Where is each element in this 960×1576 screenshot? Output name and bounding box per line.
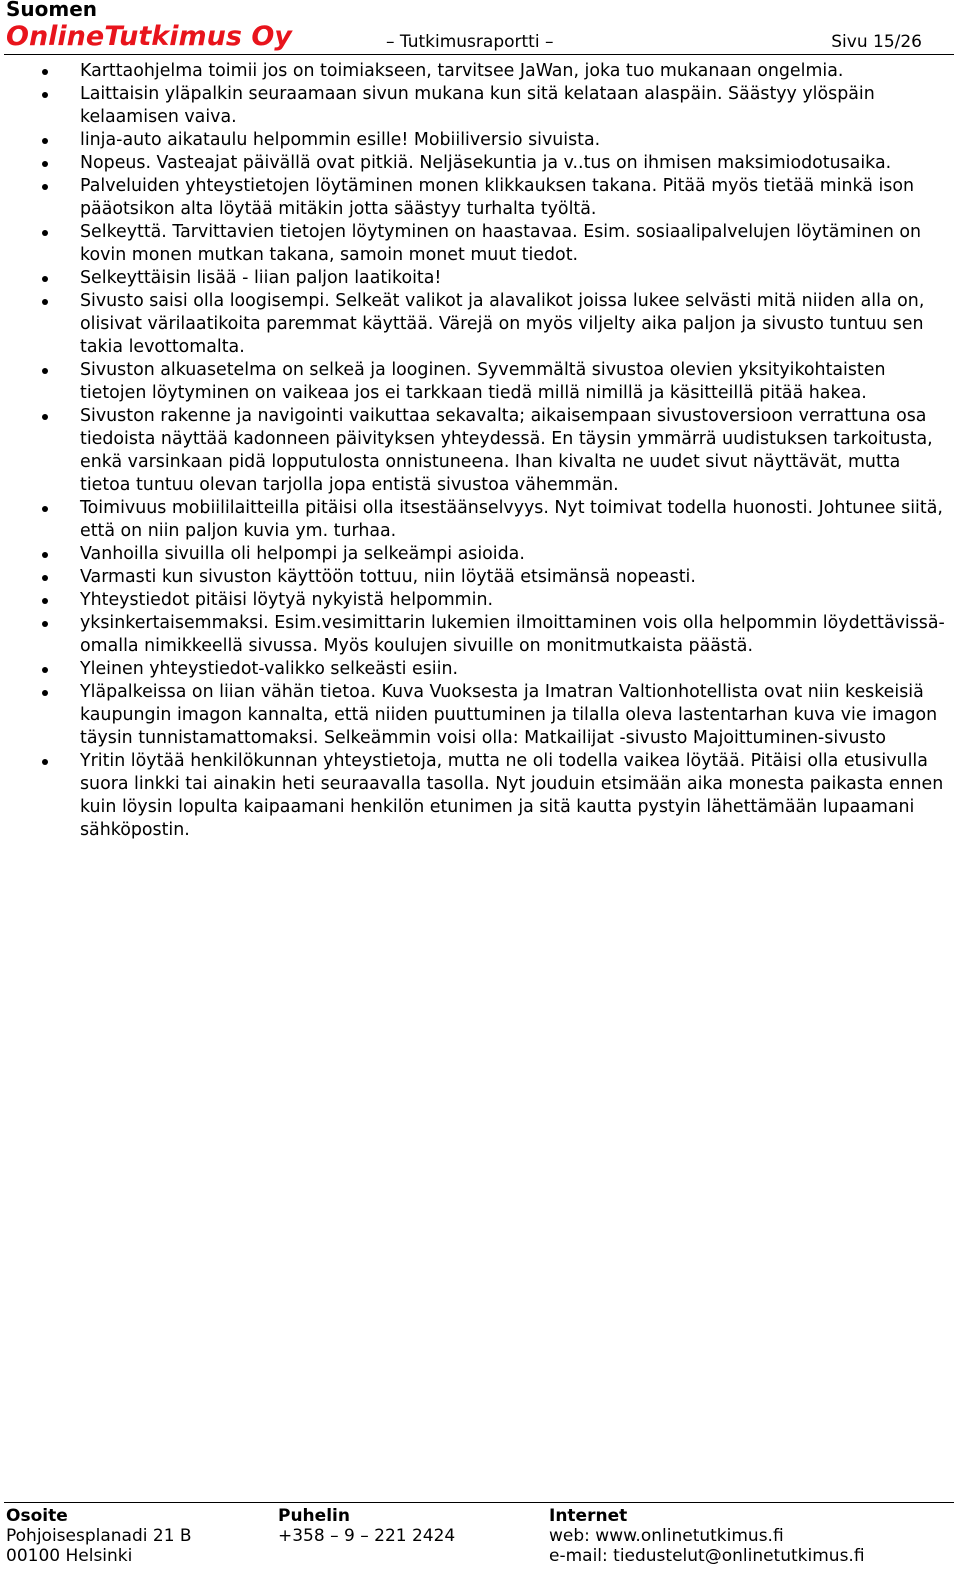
bullet-icon <box>42 552 48 558</box>
list-item <box>0 60 960 83</box>
list-item-text: Laittaisin yläpalkin seuraamaan sivun mukana kun sitä kelataan alaspäin. Säästyy ylöspäin kelaamisen vaiva. <box>80 84 875 127</box>
footer-address-heading: Osoite <box>6 1506 68 1526</box>
bullet-icon <box>42 368 48 374</box>
footer-phone-number: +358 – 9 – 221 2424 <box>278 1526 456 1546</box>
footer-web-link[interactable]: web: www.onlinetutkimus.fi <box>549 1526 784 1546</box>
bullet-icon <box>42 414 48 420</box>
list-item-text: Toimivuus mobiililaitteilla pitäisi olla itsestäänselvyys. Nyt toimivat todella huonosti. Johtunee siitä, että on niin paljon kuvia ym. turhaa. <box>80 498 943 541</box>
list-item <box>0 83 960 129</box>
list-item-text: Yhteystiedot pitäisi löytyä nykyistä helpommin. <box>80 590 493 610</box>
list-item-text: linja-auto aikataulu helpommin esille! Mobiiliversio sivuista. <box>80 130 601 150</box>
footer-address-street: Pohjoisesplanadi 21 B <box>6 1526 192 1546</box>
bullet-icon <box>42 184 48 190</box>
list-item-text: Nopeus. Vasteajat päivällä ovat pitkiä. Neljäsekuntia ja v..tus on ihmisen maksimiodotusaika. <box>80 153 892 173</box>
footer-divider <box>4 1502 954 1503</box>
list-item <box>0 497 960 543</box>
page-number: Sivu 15/26 <box>831 32 922 52</box>
list-item <box>0 750 960 842</box>
header-divider <box>4 54 954 55</box>
list-item <box>0 589 960 612</box>
list-item-text: Sivuston rakenne ja navigointi vaikuttaa sekavalta; aikaisempaan sivustoversioon verrattuna osa tiedoista näyttää kadonneen päivityksen yhteydessä. En täysin ymmärrä uudistuksen tarkoitusta, enkä varsinkaan pidä lopputulosta onnistuneena. Ihan kivalta ne uudet sivut näyttävät, mutta tietoa tuntuu olevan tarjolla jopa entistä sivustoa vähemmän. <box>80 406 933 495</box>
list-item <box>0 612 960 658</box>
bullet-icon <box>42 575 48 581</box>
list-item-text: Vanhoilla sivuilla oli helpompi ja selkeämpi asioida. <box>80 544 525 564</box>
list-item <box>0 221 960 267</box>
list-item-text: Karttaohjelma toimii jos on toimiakseen, tarvitsee JaWan, joka tuo mukanaan ongelmia. <box>80 61 844 81</box>
bullet-icon <box>42 69 48 75</box>
list-item-text: yksinkertaisemmaksi. Esim.vesimittarin lukemien ilmoittaminen vois olla helpommin löydettävissä-omalla nimikkeellä sivussa. Myös koulujen sivuille on monitmutkaista päästä. <box>80 613 945 656</box>
list-item-text: Yritin löytää henkilökunnan yhteystietoja, mutta ne oli todella vaikea löytää. Pitäisi olla etusivulla suora linkki tai ainakin heti seuraavalla tasolla. Nyt jouduin etsimään aika monesta paikasta ennen kuin löysin lopulta kaipaamani henkilön etunimen ja sitä kautta pystyin lähettämään lupaamani sähköpostin. <box>80 751 944 840</box>
footer-phone <box>278 1506 455 1546</box>
list-item-text: Sivusto saisi olla loogisempi. Selkeät valikot ja alavalikot joissa lukee selvästi mitä niiden alla on, olisivat värilaatikoita paremmat käyttää. Värejä on myös viljelty aika paljon ja sivusto tuntuu sen takia levottomalta. <box>80 291 925 357</box>
bullet-icon <box>42 690 48 696</box>
bullet-icon <box>42 667 48 673</box>
list-item <box>0 175 960 221</box>
list-item <box>0 543 960 566</box>
list-item-text: Yläpalkeissa on liian vähän tietoa. Kuva Vuoksesta ja Imatran Valtionhotellista ovat niin keskeisiä kaupungin imagon kannalta, että niiden puuttuminen ja tilalla oleva lastentarhan kuva vie imagon täysin tunnistamattomaksi. Selkeämmin voisi olla: Matkailijat -sivusto Majoittuminen-sivusto <box>80 682 938 748</box>
list-item-text: Selkeyttä. Tarvittavien tietojen löytyminen on haastavaa. Esim. sosiaalipalvelujen löytäminen on kovin monen mutkan takana, samoin monet muut tiedot. <box>80 222 922 265</box>
footer-address <box>6 1506 192 1566</box>
list-item <box>0 359 960 405</box>
bullet-icon <box>42 276 48 282</box>
document-title: – Tutkimusraportti – <box>386 32 554 52</box>
bullet-icon <box>42 230 48 236</box>
list-item <box>0 129 960 152</box>
list-item <box>0 681 960 750</box>
footer-address-city: 00100 Helsinki <box>6 1546 133 1566</box>
page-footer <box>0 1506 960 1576</box>
bullet-icon <box>42 299 48 305</box>
bullet-icon <box>42 759 48 765</box>
list-item-text: Sivuston alkuasetelma on selkeä ja looginen. Syvemmältä sivustoa olevien yksityikohtaisten tietojen löytyminen on vaikeaa jos ei tarkkaan tiedä millä nimillä ja käsitteillä pitää hakea. <box>80 360 886 403</box>
list-item <box>0 405 960 497</box>
list-item-text: Yleinen yhteystiedot-valikko selkeästi esiin. <box>80 659 459 679</box>
bullet-icon <box>42 621 48 627</box>
footer-internet-heading: Internet <box>549 1506 628 1526</box>
bullet-icon <box>42 506 48 512</box>
bullet-icon <box>42 138 48 144</box>
list-item-text: Varmasti kun sivuston käyttöön tottuu, niin löytää etsimänsä nopeasti. <box>80 567 696 587</box>
document-body <box>0 60 960 842</box>
feedback-list <box>0 60 960 842</box>
list-item <box>0 658 960 681</box>
bullet-icon <box>42 161 48 167</box>
list-item <box>0 290 960 359</box>
company-name-line1: Suomen <box>6 0 98 21</box>
list-item <box>0 267 960 290</box>
list-item <box>0 152 960 175</box>
page-header <box>0 0 960 56</box>
bullet-icon <box>42 598 48 604</box>
company-name-logo: OnlineTutkimus Oy <box>6 21 292 52</box>
footer-internet <box>549 1506 865 1566</box>
footer-email-link[interactable]: e-mail: tiedustelut@onlinetutkimus.fi <box>549 1546 865 1566</box>
bullet-icon <box>42 92 48 98</box>
list-item-text: Palveluiden yhteystietojen löytäminen monen klikkauksen takana. Pitää myös tietää minkä ison pääotsikon alta löytää mitäkin jotta säästyy turhalta työltä. <box>80 176 914 219</box>
list-item <box>0 566 960 589</box>
list-item-text: Selkeyttäisin lisää - liian paljon laatikoita! <box>80 268 442 288</box>
footer-phone-heading: Puhelin <box>278 1506 350 1526</box>
